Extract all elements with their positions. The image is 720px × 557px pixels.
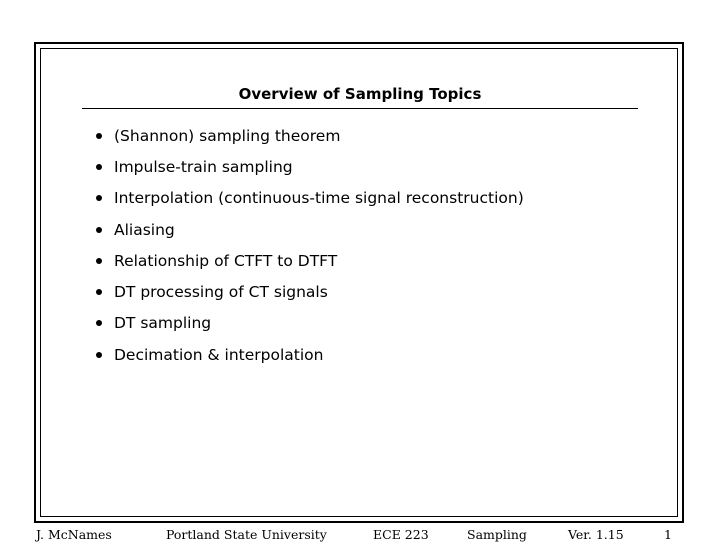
bullet-text: Decimation & interpolation (114, 345, 324, 364)
footer-course: ECE 223 (373, 527, 429, 542)
footer-version: Ver. 1.15 (568, 527, 624, 542)
bullet-item (96, 120, 524, 151)
bullet-dot-icon (96, 164, 102, 170)
bullet-text: Interpolation (continuous-time signal reconstruction) (114, 189, 524, 208)
bullet-dot-icon (96, 320, 102, 326)
bullet-dot-icon (96, 227, 102, 233)
bullet-dot-icon (96, 133, 102, 139)
bullet-dot-icon (96, 289, 102, 295)
slide-footer (0, 527, 720, 545)
bullet-item (96, 151, 524, 182)
bullet-text: (Shannon) sampling theorem (114, 126, 341, 145)
bullet-item (96, 245, 524, 276)
bullet-item (96, 308, 524, 339)
bullet-dot-icon (96, 258, 102, 264)
footer-page-number: 1 (664, 527, 672, 542)
bullet-item (96, 339, 524, 370)
bullet-text: Relationship of CTFT to DTFT (114, 251, 338, 270)
footer-topic: Sampling (467, 527, 527, 542)
bullet-text: DT processing of CT signals (114, 283, 328, 302)
bullet-text: Aliasing (114, 220, 175, 239)
bullet-item (96, 214, 524, 245)
footer-author: J. McNames (36, 527, 112, 542)
bullet-text: DT sampling (114, 314, 212, 333)
bullet-dot-icon (96, 352, 102, 358)
slide-title: Overview of Sampling Topics (238, 85, 482, 103)
title-underline (82, 108, 638, 109)
bullet-dot-icon (96, 195, 102, 201)
bullet-item (96, 183, 524, 214)
bullet-list (96, 120, 524, 370)
footer-university: Portland State University (166, 527, 327, 542)
bullet-item (96, 276, 524, 307)
bullet-text: Impulse-train sampling (114, 157, 293, 176)
